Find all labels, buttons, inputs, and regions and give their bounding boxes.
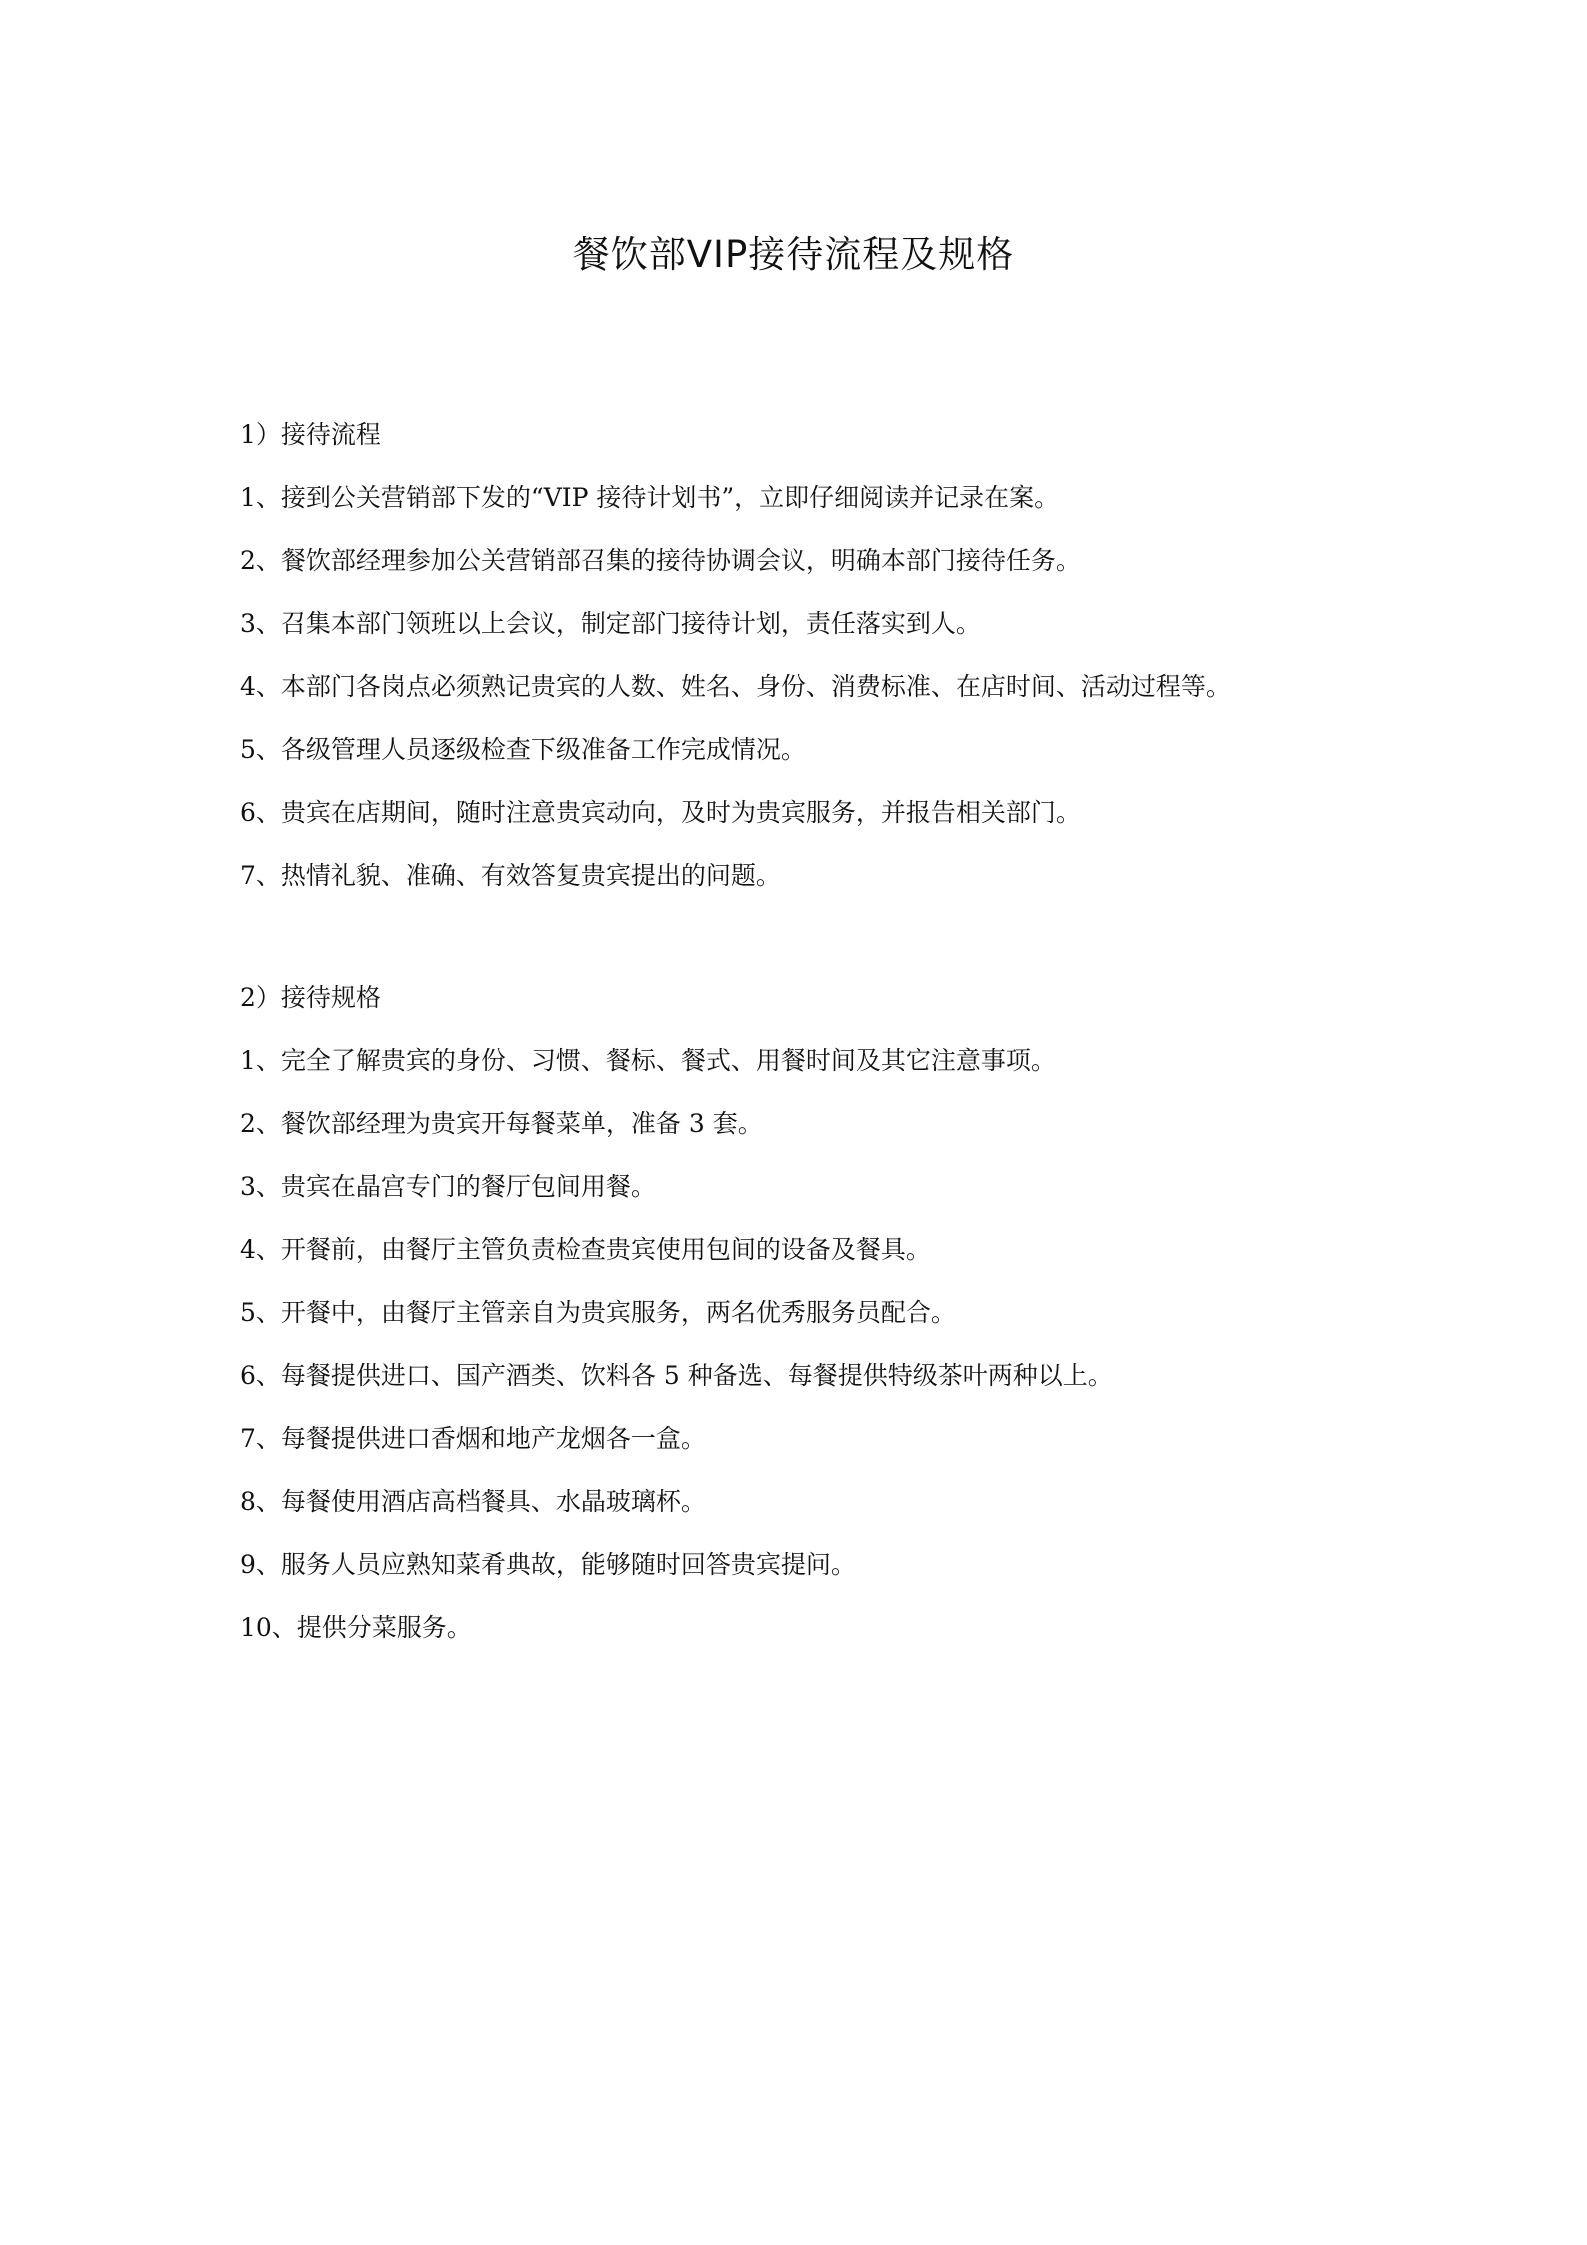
list-item: 7、热情礼貌、准确、有效答复贵宾提出的问题。	[240, 861, 781, 890]
list-item: 4、本部门各岗点必须熟记贵宾的人数、姓名、身份、消费标准、在店时间、活动过程等。	[240, 672, 1231, 701]
list-item: 1、完全了解贵宾的身份、习惯、餐标、餐式、用餐时间及其它注意事项。	[240, 1046, 1056, 1075]
section-heading: 2）接待规格	[240, 983, 381, 1012]
list-item: 3、召集本部门领班以上会议，制定部门接待计划，责任落实到人。	[240, 609, 981, 638]
list-item: 1、接到公关营销部下发的“VIP 接待计划书”，立即仔细阅读并记录在案。	[240, 483, 1060, 512]
list-item: 2、餐饮部经理为贵宾开每餐菜单，准备 3 套。	[240, 1109, 763, 1138]
document-title: 餐饮部VIP接待流程及规格	[572, 233, 1015, 276]
list-item: 3、贵宾在晶宫专门的餐厅包间用餐。	[240, 1172, 656, 1201]
section-reception-process	[240, 415, 1380, 919]
list-item: 6、每餐提供进口、国产酒类、饮料各 5 种备选、每餐提供特级茶叶两种以上。	[240, 1361, 1113, 1390]
list-item: 5、开餐中，由餐厅主管亲自为贵宾服务，两名优秀服务员配合。	[240, 1298, 956, 1327]
list-item: 9、服务人员应熟知菜肴典故，能够随时回答贵宾提问。	[240, 1550, 856, 1579]
list-item: 10、提供分菜服务。	[240, 1613, 472, 1642]
list-item: 8、每餐使用酒店高档餐具、水晶玻璃杯。	[240, 1487, 706, 1516]
list-item: 2、餐饮部经理参加公关营销部召集的接待协调会议，明确本部门接待任务。	[240, 546, 1081, 575]
section-reception-standards	[240, 978, 1380, 1671]
list-item: 5、各级管理人员逐级检查下级准备工作完成情况。	[240, 735, 806, 764]
list-item: 7、每餐提供进口香烟和地产龙烟各一盒。	[240, 1424, 706, 1453]
list-item: 4、开餐前，由餐厅主管负责检查贵宾使用包间的设备及餐具。	[240, 1235, 931, 1264]
section-heading: 1）接待流程	[240, 420, 381, 449]
list-item: 6、贵宾在店期间，随时注意贵宾动向，及时为贵宾服务，并报告相关部门。	[240, 798, 1081, 827]
